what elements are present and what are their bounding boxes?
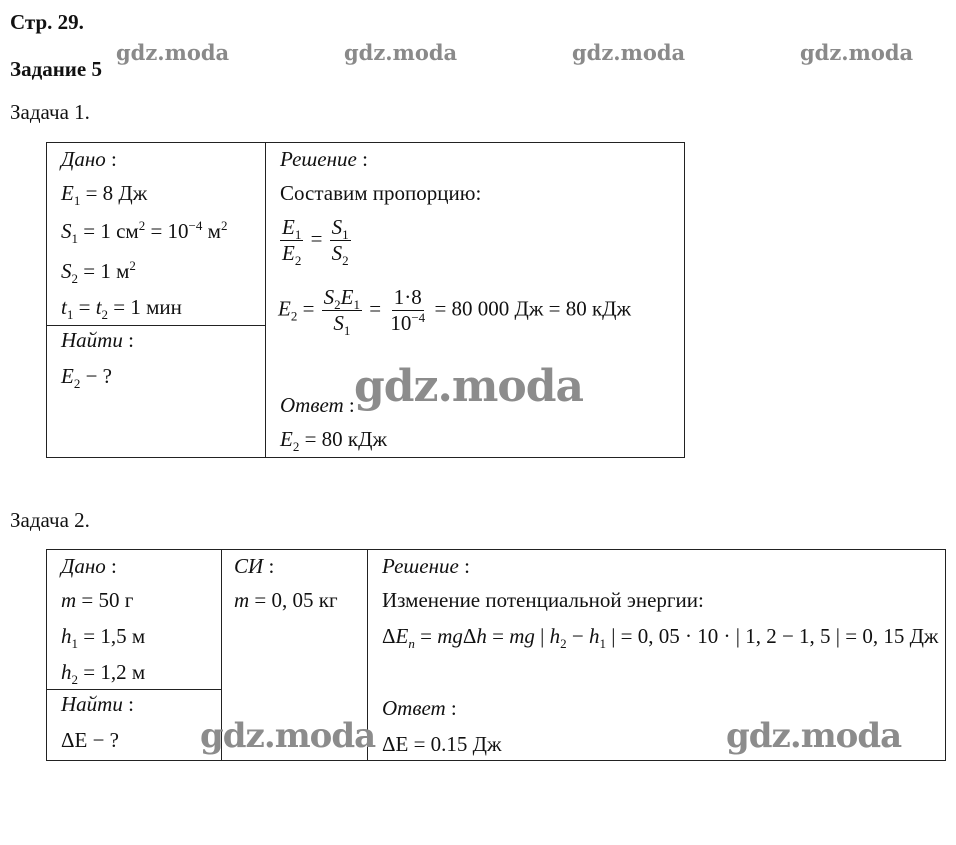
task2-table	[46, 549, 946, 761]
task2-find-value: ΔE − ?	[61, 728, 119, 752]
task2-si-cell: СИ : m = 0, 05 кг	[222, 550, 368, 761]
task1-given-label: Дано	[61, 147, 106, 171]
task2-given-h1: $h_1 = 1,5$ м	[61, 624, 146, 652]
task1-find-label: Найти	[61, 328, 123, 352]
task2-si-label: СИ	[234, 554, 264, 578]
task2-given-h2: $h_2 = 1,2$ м	[61, 660, 146, 688]
task2-given-m: m = 50 г	[61, 588, 134, 612]
task2-answer-label: Ответ	[382, 696, 446, 720]
task1-answer-label: Ответ	[280, 393, 344, 417]
task2-given-label: Дано	[61, 554, 106, 578]
task2-solution-label: Решение	[382, 554, 459, 578]
task1-solution-label: Решение	[280, 147, 357, 171]
task1-title: Задача 1.	[10, 100, 90, 124]
watermark: gdz.moda	[200, 716, 376, 756]
task1-proportion-formula: $\frac{E_1}{E_2}$ = $\frac{S_1}{S_2}$	[282, 215, 349, 269]
task1-solution-cell: Решение : Составим пропорцию: $\frac{E_1}{E_2}$ = $\frac{S_1}{S_2}$ $E_2$ = $\frac{S_2E_1}{S_1}$ = $\frac{1\cdot 8}{10^{-4}}$ = 80 000 Дж = 80 кДж Ответ : $E_2 = 80$ кДж gdz.moda	[266, 143, 685, 458]
task2-formula: $\Delta E_п = mg\Delta h$ = mg | $h_2 - h_1$ | = 0, 05 · 10 · | 1, 2 − 1, 5 | = 0, 15 Дж	[382, 624, 939, 652]
task1-find-e2: $E_2$ − ?	[61, 364, 112, 392]
task2-change-text: Изменение потенциальной энергии:	[382, 588, 704, 612]
watermark: gdz.moda	[354, 361, 584, 412]
watermark: gdz.moda	[800, 40, 914, 65]
task1-given-e1: $E_1 = 8$ Дж	[61, 181, 148, 209]
task2-title: Задача 2.	[10, 508, 90, 532]
task2-given-cell: Дано : m = 50 г $h_1 = 1,5$ м $h_2 = 1,2$ м	[47, 550, 222, 690]
page-label: Стр. 29.	[10, 10, 84, 34]
watermark: gdz.moda	[726, 716, 902, 756]
task1-answer-value: $E_2 = 80$ кДж	[280, 427, 387, 455]
task1-find-cell: Найти : $E_2$ − ?	[47, 326, 266, 458]
task1-given-s2: $S_2 = 1$ $м^2$	[61, 258, 136, 287]
task1-given-t: $t_1 = t_2 = 1$ мин	[61, 295, 182, 323]
task2-si-m: m = 0, 05 кг	[234, 588, 338, 612]
watermark: gdz.moda	[116, 40, 230, 65]
assignment-title: Задание 5	[10, 57, 102, 81]
task1-table	[46, 142, 685, 458]
task1-proportion-text: Составим пропорцию:	[280, 181, 482, 205]
task1-given-s1: $S_1 = 1$ $см^2 = 10^{-4}$ $м^2$	[61, 218, 228, 247]
task2-find-cell: Найти : ΔE − ?	[47, 690, 222, 761]
task1-given-cell: Дано : $E_1 = 8$ Дж $S_1 = 1$ $см^2 = 10^{-4}$ $м^2$ $S_2 = 1$ $м^2$ $t_1 = t_2 = 1$ мин	[47, 143, 266, 326]
task2-find-label: Найти	[61, 692, 123, 716]
task1-calc-formula: $E_2$ = $\frac{S_2E_1}{S_1}$ = $\frac{1\cdot 8}{10^{-4}}$ = 80 000 Дж = 80 кДж	[278, 285, 631, 339]
watermark: gdz.moda	[344, 40, 458, 65]
task2-answer-value: ΔE = 0.15 Дж	[382, 732, 502, 756]
watermark: gdz.moda	[572, 40, 686, 65]
task2-solution-cell: Решение : Изменение потенциальной энергии: $\Delta E_п = mg\Delta h$ = mg | $h_2 - h_1$ | = 0, 05 · 10 · | 1, 2 − 1, 5 | = 0, 15 Дж Ответ : ΔE = 0.15 Дж gdz.moda	[368, 550, 946, 761]
